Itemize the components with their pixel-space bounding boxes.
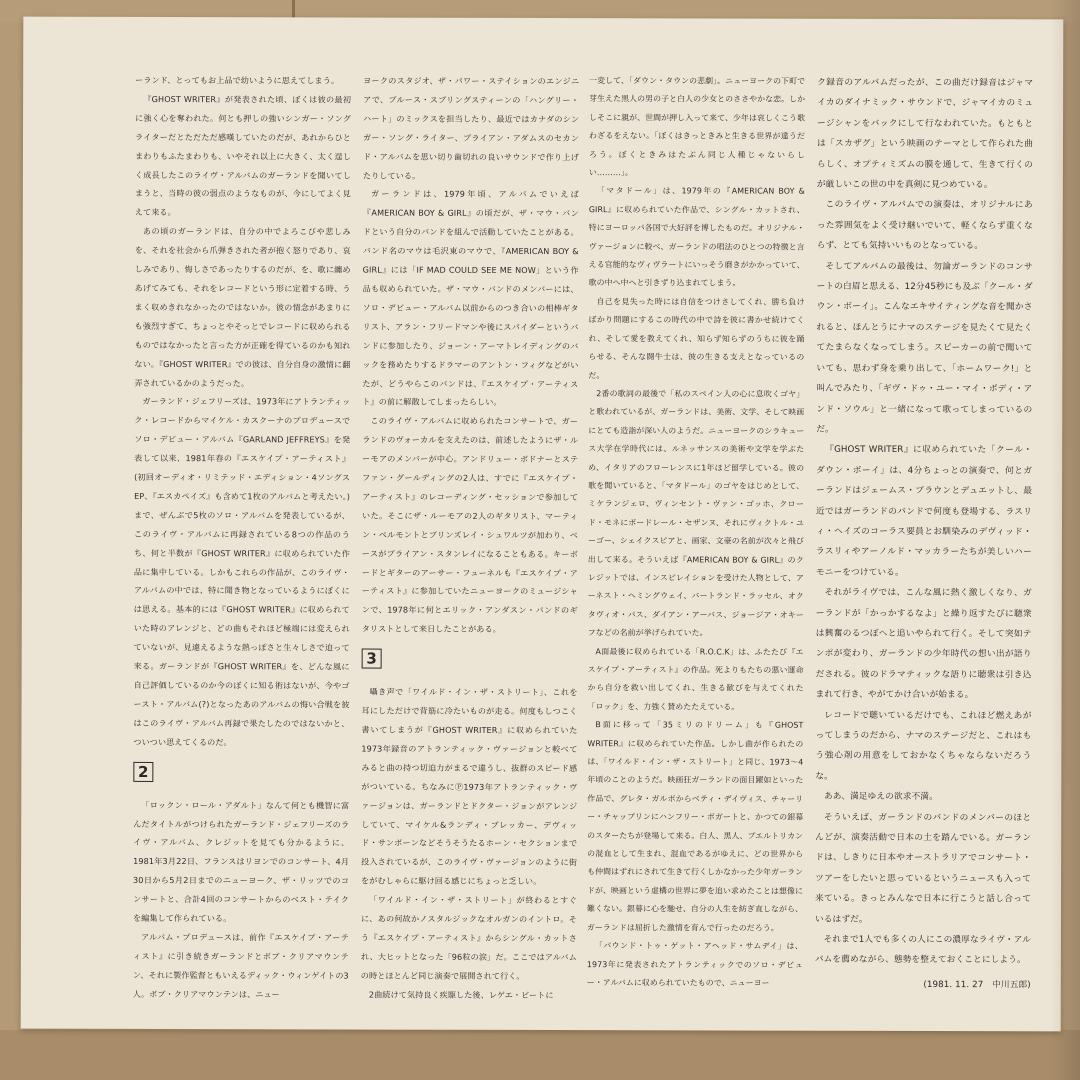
paragraph: そういえば、ガーランドのバンドのメンバーのほとんどが、演奏活動で日本の土を踏んでいる。ガーランドは、しきりに日本やオーストラリアでコンサート・ツアーをしたいと思っているというニュースも入って来ている。きっとみんなで日本に行こうと話し合っているはずだ。 (814, 812, 1032, 925)
paragraph: アルバム・プロデュースは、前作『エスケイプ・アーティスト』に引き続きガーランドとボブ・クリアマウンテン、それに製作監督ともいえるディック・ウィンゲイトの3人。ボブ・クリアマウンテンは、ニュー (132, 931, 349, 1000)
paragraph: ガーランドは、1979年頃、アルバムでいえば『AMERICAN BOY & GIRL』の頃だが、ザ・マウ・バンドという自分のバンドを組んで活動していたことがある。バンド名のマウは毛沢東のマウで、『AMERICAN BOY & GIRL』には「IF MAD COULD SEE ME NOW」という作品も収められていた。ザ・マウ・バンドのメンバーには、ソロ・デビュー・アルバム以前からのつき合いの相棒ギタリスト、アラン・フリードマンや後にスパイダーというバンドに参加したり、ジョーン・アーマトレイディングのバックを務めたりするドラマーのアントン・フィグなどがいたが、どうやらこのバンドは、『エスケイプ・アーティスト』の前に解散してしまったらしい。 (362, 188, 579, 408)
author-signature: (1981. 11. 27 中川五郎) (923, 979, 1031, 991)
paragraph: 囁き声で「ワイルド・イン・ザ・ストリート」、これを耳にしただけで背筋に冷たいものが走る。何度もしつこく書いてしまうが『GHOST WRITER』に収められていた1973年録音のアトランティック・ヴァージョンと較べてみると曲の持つ切迫力がまるで違うし、抜群のスピード感がついている。ちなみにⓅ1973年アトランティック・ヴァージョンは、ガーランドとドクター・ジョンがアレンジしていて、マイケル&ランディ・ブレッカー、デヴィッド・サンボーンなどそうそうたるホーン・セクションまで投入されているが、このライヴ・ヴァージョンのように街をがむしゃらに駆け回る感じにちょっと乏しい。 (361, 686, 578, 887)
paragraph: 「ロックン・ロール・アダルト」なんて何とも機智に富んだタイトルがつけられたガーランド・ジェフリーズのライヴ・アルバム、クレジットを見ても分かるように、1981年3月22日、フランスはリヨンでのコンサート、4月30日から5月2日までのニューヨーク、ザ・リッツでのコンサートと、合計4回のコンサートからのベスト・テイクを編集して作られている。 (132, 799, 350, 924)
paragraph: 『GHOST WRITER』に収められていた「クール・ダウン・ボーイ」は、4分ちょっとの演奏で、何とガーランドはジェームス・ブラウンとデュエットし、最近ではガーランドのバンドで何度も登場する、ラスリィ・ヘイズのコーラス要員とお馴染みのデヴィッド・ラスリィやアーノルド・マッカラーたちが美しいハーモニーをつけている。 (815, 445, 1033, 578)
paragraph: 2番の歌詞の最後で「私のスペイン人の心に息吹くゴヤ」と歌われているが、ガーランドは、美術、文学、そして映画にとても造詣が深い人のようだ。ニューヨークのシラキュース大学在学時代には、ルネッサンスの美術や文学を学ぶため、イタリアのフローレンスに1年ほど留学している。彼の歌を聞いていると、「マタドール」のゴヤをはじめとして、ミケランジェロ、ヴィンセント・ヴァン・ゴッホ、クロード・モネにボードレール・セザンヌ、それにヴィクトル・ユーゴー、シェイクスピアと、画家、文豪の名前が次々と飛び出して来る。そういえば『AMERICAN BOY & GIRL』のクレジットでは、インスピレイションを受けた人物として、アーネスト・ヘミングウェイ、バートランド・ラッセル、オクタヴィオ・パス、ダイアン・アーバス、ジョージア・オキーフなどの名前が挙げられていた。 (587, 389, 805, 638)
paragraph: このライヴ・アルバムでの演奏は、オリジナルにあった雰囲気をよく受け継いでいて、軽くならず重くならず、とても気持いいものとなっている。 (816, 200, 1033, 252)
paragraph: ーランド、とってもお上品で幼いように思えてしまう。 (135, 74, 340, 86)
text-column-2 (361, 72, 579, 1005)
paragraph: 『GHOST WRITER』が発表された頃、ぼくは彼の最初に強く心を奪われた。何とも押しの強いシンガー・ソングライターだとただただ感嘆していたのだが、あれからひとまわりもふたまわりも、いやそれ以上に大きく、太く逞しく成長したこのライヴ・アルバムのガーランドを聞いてしまうと、当時の彼の弱点のようなものが、今にしてよく見えて来る。 (134, 93, 352, 218)
paragraph: そしてアルバムの最後は、勿論ガーランドのコンサートの白眉と思える、12分45秒にも及ぶ「クール・ダウン・ボーイ」。こんなエキサイティングな音を聞かされると、ほんとうにナマのステージを見たくて見たくてたまらなくなってしまう。スピーカーの前で聞いていても、思わず身を乗り出して、「ホームワーク!」と叫んでみたり、「ギヴ・ドゥ・ユー・マイ・ボディ・アンド・ソウル」と一緒になって歌ってしまっているのだ。 (816, 261, 1033, 435)
paragraph: 2曲続けて気持良く疾駆した後、レゲエ・ビートに (368, 989, 554, 1000)
text-column-4 (815, 73, 1033, 996)
paragraph: 「マタドール」は、1979年の『AMERICAN BOY & GIRL』に収められていた作品で、シングル・カットされ、特にヨーロッパ各国で大好評を博したものだ。オリジナル・ヴァージョンに較べ、ガーランドの唱法のひとつの特徴と言える官能的なヴィヴラートにいっそう磨きがかかっていて、歌の中へ中へと引きずり込まれてしまう。 (588, 186, 805, 288)
paragraph: ガーランド・ジェフリーズは、1973年にアトランティック・レコードからマイケル・カスクーナのプロデュースでソロ・デビュー・アルバム『GARLAND JEFFREYS』を発表して以来、1981年春の『エスケイプ・アーティスト』(初回オーディオ・リミテッド・エディション・4ソングスEP、『エスカペイズ』も含めて1枚のアルバムと考えたい。)まで、ぜんぶで5枚のソロ・アルバムを発表しているが、このライヴ・アルバムに再録されている8つの作品のうち、何と半数が『GHOST WRITER』に収められていた作品に集中している。しかもこれらの作品が、このライヴ・アルバムの中では、特に聞き物となっているようにぼくには思える。基本的には『GHOST WRITER』に収められていた時のアレンジと、どの曲もそれほど極端には変えられていないが、見違えるような熱っぽさと生々しさで迫って来る。ガーランドが『GHOST WRITER』を、どんな風に自己評価しているのか今のぼくに知る術はないが、今やゴースト・アルバム(?)となったあのアルバムの悔い合戦を彼はこのライヴ・アルバム再録で果たしたのではないかと、ついつい思えてくるのだ。 (133, 396, 351, 747)
section-number-3: 3 (362, 649, 382, 669)
wood-plank-bottom (0, 1030, 1080, 1080)
paragraph: 一変して、「ダウン・タウンの悲劇」。ニューヨークの下町で芽生えた黒人の男の子と白人の少女とのささやかな恋。しかしそこに親が、世間が押し入って来て、少年は哀しくこう歌わざるをえない。「ぼくはきっときみと生きる世界が違うだろう。ぼくときみはたぶん同じ人種じゃないらしい………」。 (588, 76, 806, 178)
section-number-2: 2 (133, 762, 153, 782)
paragraph: 「パウンド・トゥ・ゲット・アヘッド・サムデイ」は、1973年に発表されたアトランティックでのソロ・デビュー・アルバムに収められていたもので、ニューヨー (586, 941, 803, 988)
text-column-1 (133, 71, 351, 1004)
paragraph: それまで1人でも多くの人にこの濃厚なライヴ・アルバムを薦めながら、態勢を整えておくことにしよう。 (814, 934, 1031, 966)
paragraph: レコードで聴いているだけでも、これほど燃えあがってしまうのだから、ナマのステージだと、これはもう強心剤の用意をしておかなくちゃならないだろうな。 (815, 710, 1032, 782)
paragraph: ああ、満足ゆえの欲求不満。 (823, 791, 938, 803)
paragraph: ヨークのスタジオ、ザ・パワー・ステイションのエンジニアで、ブルース・スプリングスティーンの「ハングリー・ハート」のミックスを担当したり、最近ではカナダのシンガー・ソング・ライター、ブライアン・アダムスのセカンド・アルバムを思い切り歯切れの良いサウンドで作り上げたりしている。 (362, 75, 580, 181)
paragraph: このライヴ・アルバムに収められたコンサートで、ガーランドのヴォーカルを支えたのは、前述したようにザ・ルーモアのメンバーが中心。アンドリュー・ボドナーとステファン・グールディングの2人は、すでに『エスケイプ・アーティスト』のレコーディング・セッションで参加していた。そこにザ・ルーモアの2人のギタリスト、マーティン・ベルモントとブリンズレイ・シュワルツが加わり、ベースがブライアン・スタンレイになることもある。キーボードとギターのアーサー・フューネルも『エスケイプ・アーティスト』に参加していたニューヨークのミュージシャンで、1978年に何とエリック・アンダスン・バンドのギタリストとして来日したことがある。 (361, 415, 579, 635)
paragraph: それがライヴでは、こんな風に熱く激しくなり、ガーランドが「かっかするなよ」と繰り返すたびに聴衆は興奮のるつぼへと追いやられて行く。そして突如テンポが変わり、ガーランドの少年時代の想い出が語りだされる。彼のドラマティックな語りに聴衆は引き込まれて行き、やがてかけ合いが始まる。 (815, 587, 1032, 701)
page-edge-shadow (1050, 0, 1080, 1080)
paragraph: 自己を見失った時には自信をつけさしてくれ、勝ち負けばかり問題にするこの時代の中で詩を彼に書かせ続けてくれ、そして愛を教えてくれ、知らず知らずのうちに彼を踊らせる、そんな闘牛士は、彼の生きる支えとなっているのだ。 (588, 297, 805, 380)
paragraph: ク録音のアルバムだったが、この曲だけ録音はジャマイカのダイナミック・サウンドで、ジャマイカのミュージシャンをバックにして行なわれていた。もともとは「スカザグ」という映画のテーマとして作られた曲らしく、オプティミズムの膜を通して、生きて行くのが厳しいこの世の中を真剣に見つめている。 (816, 77, 1034, 191)
paragraph: A面最後に収められている「R.O.C.K」は、ふたたび『エスケイプ・アーティスト』の作品。死よりもたちの悪い運命から自分を救い出してくれ、生きる歓びを与えてくれた「ロック」を、力強く賛めたたえている。 (587, 646, 804, 712)
paragraph: B面に移って「35ミリのドリーム」も『GHOST WRITER』に収められていた作品。しかし曲が作られたのは、「ワイルド・イン・ザ・ストリート」と同じ、1973～4年頃のことのようだ。映画狂ガーランドの面目躍如といった作品で、グレタ・ガルボからベティ・デイヴィス、チャーリー・チャップリンにハンフリー・ボガートと、かつての銀幕のスターたちが登場して来る。白人、黒人、プエルトリカンの混血として生まれ、混血であるがゆえに、どの世界からも仲間はずれにされて生きて行くしかなかった少年ガーランドが、映画という虚構の世界に夢を追い求めたことは想像に難くない。銀幕に心を馳せ、自分の人生を紡ぎ直しながら、ガーランドは屈折した激情を育んで行ったのだろう。 (586, 720, 804, 933)
text-column-3 (587, 72, 805, 993)
paragraph: 「ワイルド・イン・ザ・ストリート」が終わるとすぐに、あの何故かノスタルジックなオルガンのイントロ。そう『エスケイプ・アーティスト』からシングル・カットされ、大ヒットとなった「96粒の涙」だ。ここではアルバムの時とほとんど同じ演奏で展開されて行く。 (360, 894, 578, 981)
paragraph: あの頃のガーランドは、自分の中でよろこびや悲しみを、それを社会から爪弾きされた者が抱く怒りであり、哀しみであり、悔しさであったりするのだが、を、歌に纏めあげてみても、それをレコードという形に定着する時、うまく収めきれなかったのではないか。彼の情念があまりにも強烈すぎて、ちょっとやそっとでレコードに収められるものではなかったと言った方が正確を得ているのかも知れない。『GHOST WRITER』での彼は、自分自身の激情に翻弄されているかのようだった。 (134, 226, 351, 388)
liner-notes-sheet (21, 17, 1064, 1032)
